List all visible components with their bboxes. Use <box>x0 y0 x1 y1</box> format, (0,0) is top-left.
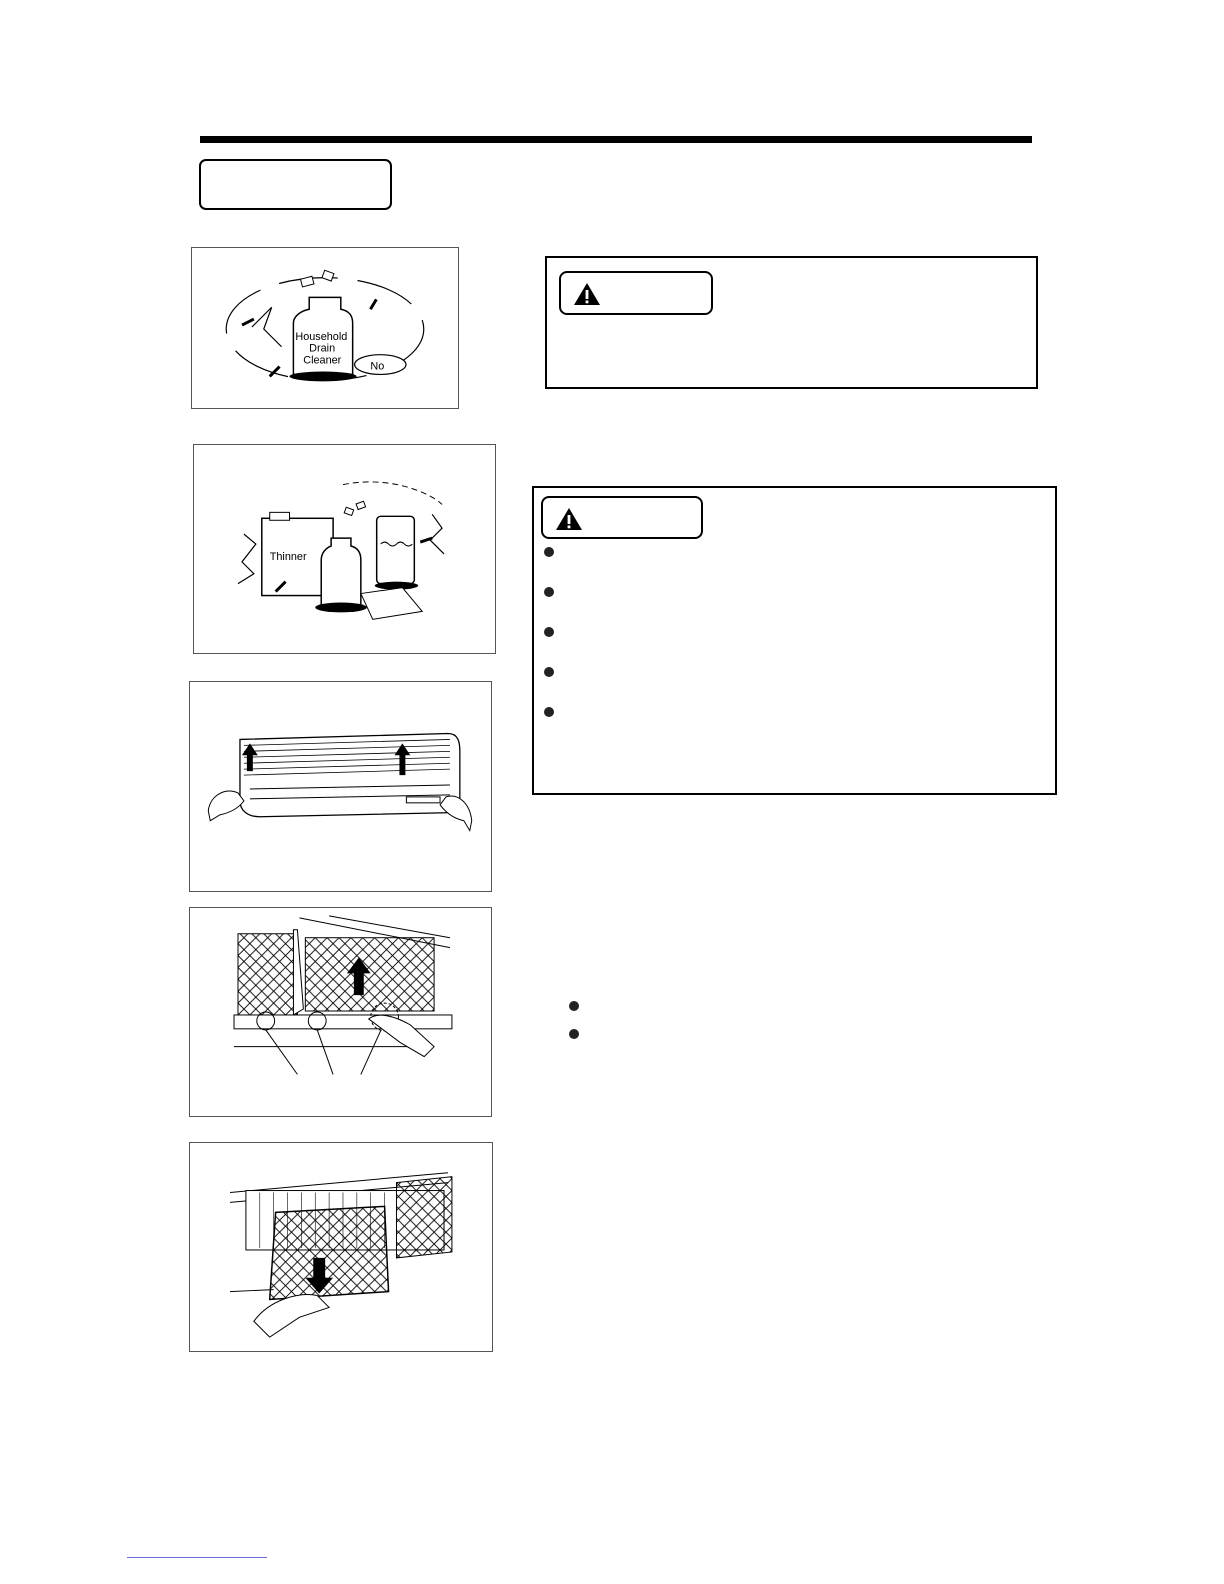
lift-panel-illustration <box>190 682 491 891</box>
drain-cleaner-label-2: Drain <box>309 342 336 355</box>
drain-cleaner-label-1: Household <box>295 330 348 343</box>
warning-triangle-icon <box>555 507 583 531</box>
figure-lift-panel <box>189 681 492 892</box>
filter-up-illustration <box>190 908 491 1116</box>
thinner-illustration <box>194 445 495 653</box>
bullet-dot-icon <box>569 1001 579 1011</box>
figure-drain-cleaner <box>191 247 459 409</box>
figure-filter-down <box>189 1142 493 1352</box>
bullet-dot-icon <box>544 707 554 717</box>
warning-tag-1 <box>559 271 713 315</box>
warning-triangle-icon <box>573 282 601 306</box>
warning-tag-2 <box>541 496 703 539</box>
bullet-dot-icon <box>544 667 554 677</box>
figure-thinner <box>193 444 496 654</box>
footer-link-underline <box>127 1557 267 1558</box>
bullet-dot-icon <box>544 587 554 597</box>
drain-cleaner-illustration <box>192 248 458 408</box>
section-title-tab <box>199 159 392 210</box>
filter-down-illustration <box>190 1143 492 1351</box>
thinner-label: Thinner <box>269 550 307 563</box>
bullet-dot-icon <box>544 627 554 637</box>
bullet-dot-icon <box>544 547 554 557</box>
header-rule <box>200 136 1032 143</box>
no-label: No <box>370 360 385 373</box>
bullet-dot-icon <box>569 1029 579 1039</box>
figure-filter-up <box>189 907 492 1117</box>
drain-cleaner-label-3: Cleaner <box>303 354 342 367</box>
